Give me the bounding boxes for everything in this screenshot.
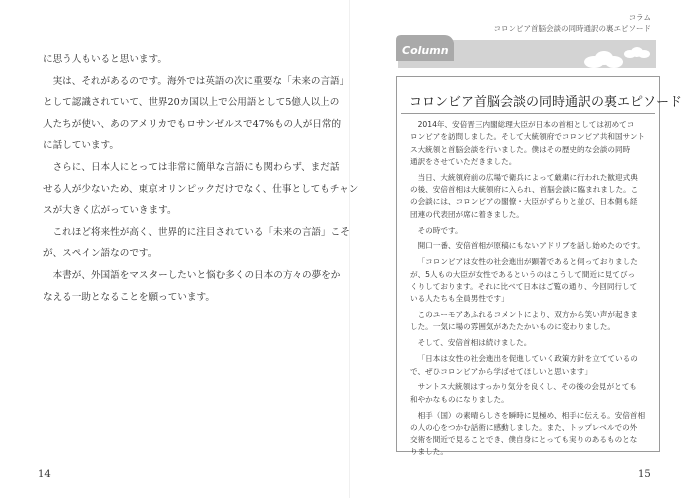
column-text-line: くりしております。それに比べて日本はご覧の通り、今回同行して <box>410 281 638 291</box>
column-paragraph <box>410 225 654 237</box>
column-text-line: 交術を間近で見ることでき、僕自身にとっても実りのあるものとな <box>410 435 638 445</box>
column-tag: Column <box>402 44 449 57</box>
column-text-line: で、ぜひコロンビアから学ばせてほしいと思います」 <box>410 366 593 376</box>
column-text-line: 当日、大統領府前の広場で衛兵によって厳粛に行われた歓迎式典 <box>417 172 638 182</box>
column-paragraph <box>410 309 654 334</box>
column-paragraph <box>410 381 654 406</box>
column-text-line: 「コロンビアは女性の社会進出が顕著であると伺っておりました <box>417 257 638 267</box>
column-text-line: の人の心をつかむ話術に感動しました。また、トップレベルでの外 <box>410 422 638 432</box>
column-text-line: の後、安倍首相は大統領府に入られ、首脳会談に臨まれました。こ <box>410 185 639 195</box>
column-paragraph <box>410 337 654 349</box>
column-text-line: その時です。 <box>417 225 463 235</box>
column-text-line: ス大統領と首脳会談を行いました。僕はその歴史的な会談の同時 <box>410 144 631 154</box>
column-paragraph <box>410 353 654 378</box>
column-box <box>396 76 683 457</box>
column-paragraph <box>410 119 654 168</box>
left-text-line: スが大きく広がっていきます。 <box>43 205 177 217</box>
column-paragraph <box>410 256 654 305</box>
left-text-line: に思う人もいると思います。 <box>43 54 167 65</box>
column-text-line: りました。 <box>410 447 448 457</box>
column-text-line: いる人たちも全員男性です」 <box>410 294 509 304</box>
running-head-title: コロンビア首脳会談の同時通訳の裏エピソード <box>493 24 651 33</box>
column-text-line: 通訳をさせていただきました。 <box>410 156 517 166</box>
column-body-text <box>410 119 654 462</box>
column-text-line: 相手（国）の素晴らしさを瞬時に見極め、相手に伝える。安倍首相 <box>417 410 646 420</box>
left-text-line: に話しています。 <box>43 140 119 152</box>
column-title: コロンビア首脳会談の同時通訳の裏エピソード <box>409 95 683 110</box>
column-text-line: ロンビアを訪問しました。そして大統領府でコロンビア共和国サント <box>410 132 646 142</box>
column-text-line: した。一気に場の雰囲気があたたかいものに変わりました。 <box>410 322 616 332</box>
page-number-right: 15 <box>638 469 651 480</box>
left-text-line: 本書が、外国語をマスターしたいと悩む多くの日本の方々の夢をか <box>52 269 341 281</box>
left-text-line: 実は、それがあるのです。海外では英語の次に重要な「未来の言語」 <box>52 75 350 87</box>
page-number-left: 14 <box>38 469 51 480</box>
left-text-line: せる人が少ないため、東京オリンピックだけでなく、仕事としてもチャン <box>43 183 359 195</box>
running-head-label: コラム <box>628 13 651 22</box>
left-body-text <box>43 49 359 308</box>
title-divider <box>401 113 655 114</box>
column-text-line: 開口一番、安倍首相が原稿にもないアドリブを話し始めたのです。 <box>417 241 645 251</box>
column-text-line: が、5人もの大臣が女性であるというのはこうして間近に見てびっ <box>410 269 636 279</box>
column-text-line: の会談には、コロンビアの閣僚・大臣がずらりと並び、日本側も経 <box>410 197 638 207</box>
column-paragraph <box>410 240 654 252</box>
left-text-line: 人たちが使い、あのアメリカでもロサンゼルスで47%もの人が日常的 <box>43 118 342 130</box>
column-text-line: 「日本は女性の社会進出を促進していく政策方針を立てているの <box>417 354 638 364</box>
column-paragraph <box>410 410 654 459</box>
left-text-line: さらに、日本人にとっては非常に簡単な言語にも関わらず、まだ話 <box>52 161 340 173</box>
left-text-line: これほど将来性が高く、世界的に注目されている「未来の言語」こそ <box>52 226 350 238</box>
left-text-line: なえる一助となることを願っています。 <box>43 291 215 303</box>
column-text-line: 2014年、安倍晋三内閣総理大臣が日本の首相としては初めてコ <box>417 120 635 129</box>
left-text-line: が、スペイン語なのです。 <box>43 248 158 260</box>
column-text-line: サントス大統領はすっかり気分を良くし、その後の会見がとても <box>417 382 637 392</box>
column-text-line: このユーモアあふれるコメントにより、双方から笑い声が起きま <box>417 310 638 320</box>
column-text-line: そして、安倍首相は続けました。 <box>417 338 532 348</box>
column-text-line: 団連の代表団が席に着きました。 <box>410 209 524 219</box>
column-paragraph <box>410 172 654 221</box>
column-text-line: 和やかなものになりました。 <box>410 394 509 404</box>
left-text-line: として認識されていて、世界20カ国以上で公用語として5億人以上の <box>43 97 340 109</box>
